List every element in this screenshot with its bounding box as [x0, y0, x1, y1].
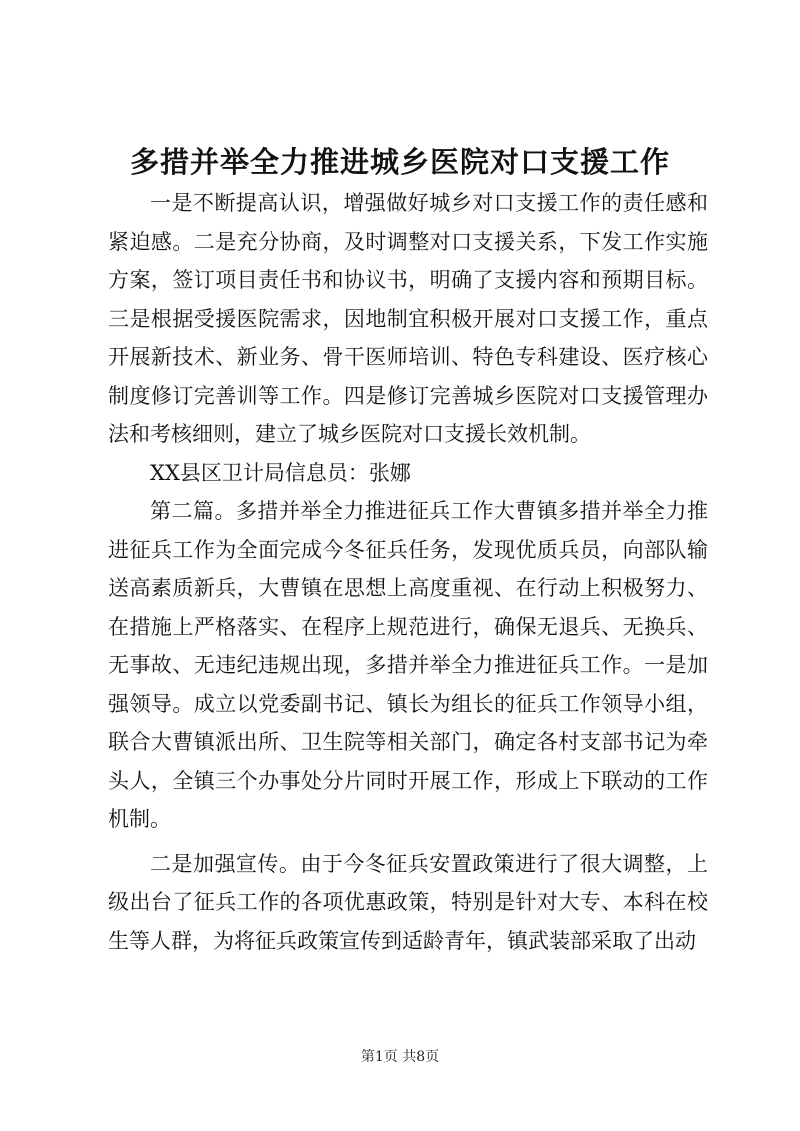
page-footer: 第1页 共8页: [360, 1049, 440, 1065]
paragraph-2: 第二篇。多措并举全力推进征兵工作大曹镇多措并举全力推进征兵工作为全面完成今冬征兵任务，发现优质兵员，向部队输送高素质新兵，大曹镇在思想上高度重视、在行动上积极努力、在措施上严格落实、在程序上规范进行，确保无退兵、无换兵、无事故、无违纪违规出现，多措并举全力推进征兵工作。一是加强领导。成立以党委副书记、镇长为组长的征兵工作领导小组，联合大曹镇派出所、卫生院等相关部门，确定各村支部书记为牵头人，全镇三个办事处分片同时开展工作，形成上下联动的工作机制。: [108, 499, 708, 831]
paragraph-1: 一是不断提高认识，增强做好城乡对口支援工作的责任感和紧迫感。二是充分协商，及时调整对口支援关系，下发工作实施方案，签订项目责任书和协议书，明确了支援内容和预期目标。三是根据受援医院需求，因地制宜积极开展对口支援工作，重点开展新技术、新业务、骨干医师培训、特色专科建设、医疗核心制度修订完善训等工作。四是修订完善城乡医院对口支援管理办法和考核细则，建立了城乡医院对口支援长效机制。: [108, 191, 708, 446]
document-body: [108, 184, 708, 960]
author-line: XX县区卫计局信息员：张娜: [150, 460, 411, 485]
paragraph-3: 二是加强宣传。由于今冬征兵安置政策进行了很大调整，上级出台了征兵工作的各项优惠政策，特别是针对大专、本科在校生等人群，为将征兵政策宣传到适龄青年，镇武装部采取了出动: [108, 851, 708, 953]
document-title: 多措并举全力推进城乡医院对口支援工作: [129, 145, 670, 179]
